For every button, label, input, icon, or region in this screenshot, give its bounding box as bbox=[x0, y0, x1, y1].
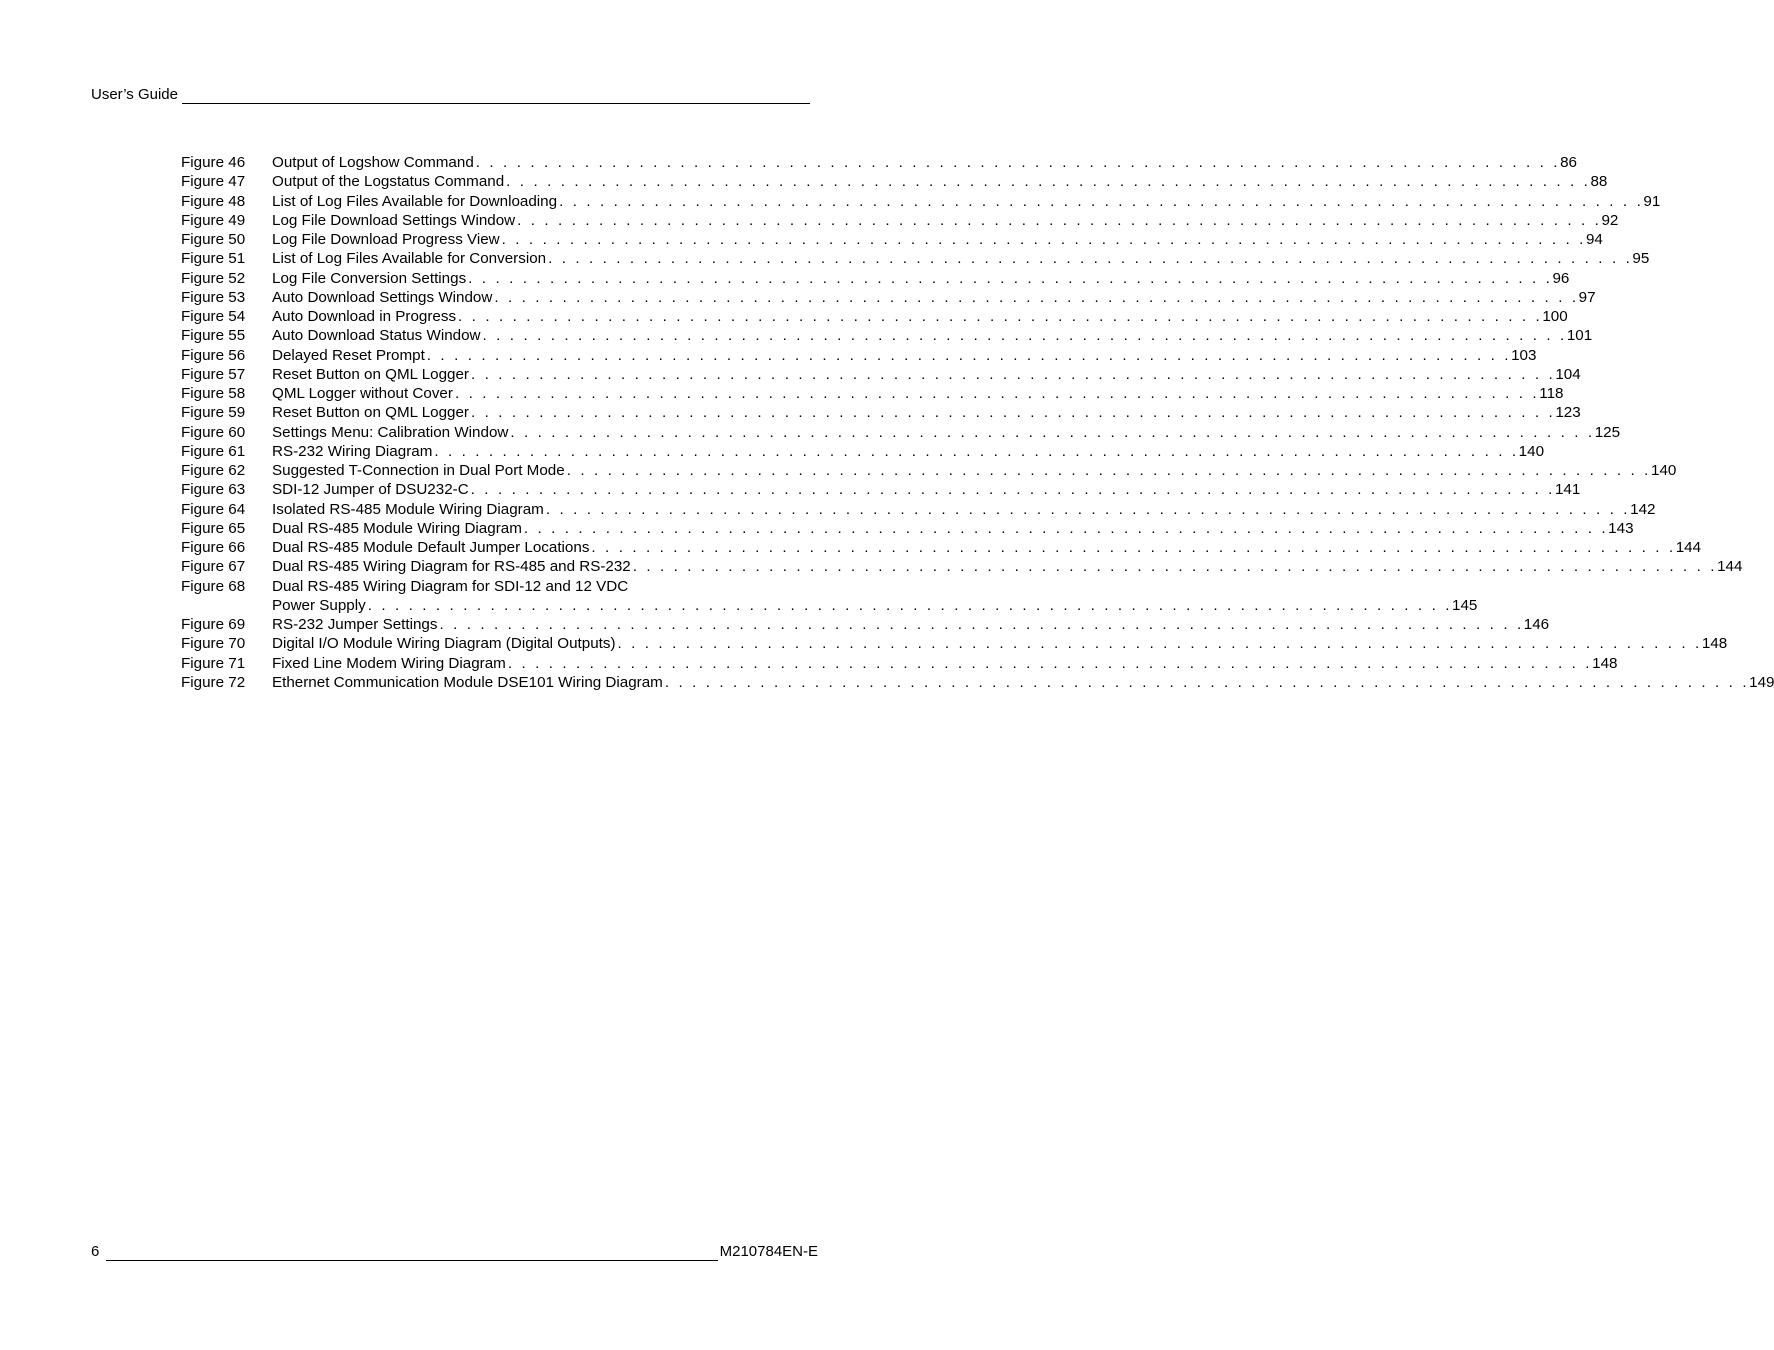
figure-number: Figure 67 bbox=[181, 558, 246, 576]
dot-leader: . . . . . . . . . . . . . . . . . . . . . . . . . . . . . . . . . . . . . . . . . . . . . . . . . . . . . . . . . . . . . . . . . . . . . . . . . . . . . . . . bbox=[434, 442, 1519, 460]
toc-entry[interactable] bbox=[181, 192, 1661, 211]
page-number: 140 bbox=[1518, 442, 1545, 460]
toc-entry[interactable] bbox=[181, 211, 1619, 230]
figure-title: Isolated RS-485 Module Wiring Diagram bbox=[272, 500, 544, 518]
figure-number: Figure 53 bbox=[181, 288, 246, 306]
page-number: 142 bbox=[1630, 500, 1656, 518]
page-number: 95 bbox=[1632, 250, 1650, 268]
page-number: 104 bbox=[1555, 365, 1581, 383]
toc-entry[interactable] bbox=[181, 269, 1570, 288]
figure-title: Dual RS-485 Module Default Jumper Locations bbox=[272, 539, 590, 556]
toc-entry[interactable] bbox=[181, 249, 1650, 268]
figure-number: Figure 57 bbox=[181, 365, 246, 383]
dot-leader: . . . . . . . . . . . . . . . . . . . . . . . . . . . . . . . . . . . . . . . . . . . . . . . . . . . . . . . . . . . . . . . . . . . . . . . . . . . . . . . . bbox=[507, 654, 1593, 672]
figure-number: Figure 66 bbox=[181, 539, 246, 556]
list-of-figures bbox=[181, 153, 1774, 692]
toc-entry[interactable] bbox=[181, 461, 1677, 480]
toc-entry[interactable] bbox=[181, 384, 1564, 403]
figure-number: Figure 56 bbox=[181, 346, 246, 364]
toc-entry[interactable] bbox=[181, 500, 1656, 519]
toc-entry[interactable] bbox=[181, 403, 1581, 422]
toc-entry[interactable] bbox=[181, 365, 1581, 384]
figure-number: Figure 65 bbox=[181, 519, 246, 537]
figure-number: Figure 48 bbox=[181, 192, 246, 210]
figure-title: Log File Conversion Settings bbox=[272, 269, 467, 287]
dot-leader: . . . . . . . . . . . . . . . . . . . . . . . . . . . . . . . . . . . . . . . . . . . . . . . . . . . . . . . . . . . . . . . . . . . . . . . . . . . . . . . . bbox=[439, 616, 1524, 633]
toc-entry[interactable] bbox=[181, 654, 1618, 673]
figure-title: Fixed Line Modem Wiring Diagram bbox=[272, 654, 506, 672]
figure-number: Figure 58 bbox=[181, 385, 246, 402]
toc-entry[interactable] bbox=[181, 634, 1728, 653]
toc-entry[interactable] bbox=[181, 615, 1550, 634]
toc-entry[interactable] bbox=[181, 346, 1537, 365]
dot-leader: . . . . . . . . . . . . . . . . . . . . . . . . . . . . . . . . . . . . . . . . . . . . . . . . . . . . . . . . . . . . . . . . . . . . . . . . . . . . . . . . bbox=[468, 269, 1553, 287]
figure-title: Settings Menu: Calibration Window bbox=[272, 423, 509, 441]
figure-title-line1: Dual RS-485 Wiring Diagram for SDI-12 and 12 VDC bbox=[272, 577, 629, 595]
dot-leader: . . . . . . . . . . . . . . . . . . . . . . . . . . . . . . . . . . . . . . . . . . . . . . . . . . . . . . . . . . . . . . . . . . . . . . . . . . . . . . . . bbox=[566, 462, 1651, 479]
page-number: 92 bbox=[1601, 211, 1619, 229]
dot-leader: . . . . . . . . . . . . . . . . . . . . . . . . . . . . . . . . . . . . . . . . . . . . . . . . . . . . . . . . . . . . . . . . . . . . . . . . . . . . . . . . bbox=[510, 423, 1595, 441]
dot-leader: . . . . . . . . . . . . . . . . . . . . . . . . . . . . . . . . . . . . . . . . . . . . . . . . . . . . . . . . . . . . . . . . . . . . . . . . . . . . . . . . bbox=[591, 539, 1676, 556]
page-number: 125 bbox=[1594, 423, 1621, 441]
figure-title: Delayed Reset Prompt bbox=[272, 346, 425, 364]
footer-rule bbox=[106, 1246, 717, 1261]
toc-entry[interactable] bbox=[181, 442, 1545, 461]
page-number: 143 bbox=[1608, 519, 1634, 537]
dot-leader: . . . . . . . . . . . . . . . . . . . . . . . . . . . . . . . . . . . . . . . . . . . . . . . . . . . . . . . . . . . . . . . . . . . . . . . . . . . . . . . . bbox=[494, 288, 1579, 306]
figure-number: Figure 51 bbox=[181, 250, 246, 268]
figure-number: Figure 52 bbox=[181, 269, 246, 287]
header-rule bbox=[182, 89, 810, 104]
figure-title: Output of the Logstatus Command bbox=[272, 173, 505, 191]
page-number: 118 bbox=[1539, 385, 1564, 402]
dot-leader: . . . . . . . . . . . . . . . . . . . . . . . . . . . . . . . . . . . . . . . . . . . . . . . . . . . . . . . . . . . . . . . . . . . . . . . . . . . . . . . . bbox=[548, 250, 1633, 268]
figure-title: Suggested T-Connection in Dual Port Mode bbox=[272, 462, 565, 479]
figure-title: Dual RS-485 Module Wiring Diagram bbox=[272, 519, 522, 537]
dot-leader: . . . . . . . . . . . . . . . . . . . . . . . . . . . . . . . . . . . . . . . . . . . . . . . . . . . . . . . . . . . . . . . . . . . . . . . . . . . . . . . . bbox=[454, 385, 1540, 402]
figure-title: Dual RS-485 Wiring Diagram for RS-485 and RS-232 bbox=[272, 558, 631, 576]
dot-leader: . . . . . . . . . . . . . . . . . . . . . . . . . . . . . . . . . . . . . . . . . . . . . . . . . . . . . . . . . . . . . . . . . . . . . . . . . . . . . . . . bbox=[475, 154, 1561, 171]
figure-number: Figure 55 bbox=[181, 327, 246, 345]
figure-number: Figure 59 bbox=[181, 404, 246, 422]
dot-leader: . . . . . . . . . . . . . . . . . . . . . . . . . . . . . . . . . . . . . . . . . . . . . . . . . . . . . . . . . . . . . . . . . . . . . . . . . . . . . . . . bbox=[632, 558, 1718, 576]
figure-title: QML Logger without Cover bbox=[272, 385, 453, 402]
page-number: 148 bbox=[1592, 654, 1618, 672]
page-number: 86 bbox=[1560, 154, 1577, 171]
page-number: 144 bbox=[1675, 539, 1702, 556]
page-number: 91 bbox=[1643, 192, 1661, 210]
figure-title: Auto Download in Progress bbox=[272, 308, 457, 325]
toc-entry[interactable] bbox=[181, 480, 1581, 499]
figure-title: Output of Logshow Command bbox=[272, 154, 474, 171]
page-number: 149 bbox=[1749, 673, 1774, 691]
figure-number: Figure 61 bbox=[181, 442, 246, 460]
page-number: 100 bbox=[1542, 308, 1568, 325]
dot-leader: . . . . . . . . . . . . . . . . . . . . . . . . . . . . . . . . . . . . . . . . . . . . . . . . . . . . . . . . . . . . . . . . . . . . . . . . . . . . . . . . bbox=[664, 673, 1750, 691]
figure-number: Figure 71 bbox=[181, 654, 246, 672]
toc-entry[interactable] bbox=[181, 153, 1577, 172]
figure-title: Log File Download Progress View bbox=[272, 231, 500, 248]
page-number: 88 bbox=[1590, 173, 1608, 191]
toc-entry[interactable] bbox=[181, 288, 1596, 307]
figure-title: Ethernet Communication Module DSE101 Wiring Diagram bbox=[272, 673, 663, 691]
dot-leader: . . . . . . . . . . . . . . . . . . . . . . . . . . . . . . . . . . . . . . . . . . . . . . . . . . . . . . . . . . . . . . . . . . . . . . . . . . . . . . . . bbox=[523, 519, 1609, 537]
figure-number: Figure 72 bbox=[181, 673, 246, 691]
dot-leader: . . . . . . . . . . . . . . . . . . . . . . . . . . . . . . . . . . . . . . . . . . . . . . . . . . . . . . . . . . . . . . . . . . . . . . . . . . . . . . . . bbox=[482, 327, 1567, 345]
dot-leader: . . . . . . . . . . . . . . . . . . . . . . . . . . . . . . . . . . . . . . . . . . . . . . . . . . . . . . . . . . . . . . . . . . . . . . . . . . . . . . . . bbox=[471, 365, 1556, 383]
page-number: 146 bbox=[1523, 616, 1550, 633]
page-number: 148 bbox=[1701, 635, 1728, 653]
figure-title: Auto Download Settings Window bbox=[272, 288, 493, 306]
figure-number: Figure 54 bbox=[181, 308, 246, 325]
figure-number: Figure 63 bbox=[181, 481, 246, 499]
figure-number: Figure 68 bbox=[181, 577, 246, 595]
figure-number: Figure 49 bbox=[181, 211, 246, 229]
footer-doc-code: M210784EN-E bbox=[719, 1243, 818, 1260]
page-number: 97 bbox=[1578, 288, 1596, 306]
dot-leader: . . . . . . . . . . . . . . . . . . . . . . . . . . . . . . . . . . . . . . . . . . . . . . . . . . . . . . . . . . . . . . . . . . . . . . . . . . . . . . . . bbox=[517, 211, 1602, 229]
page-number: 94 bbox=[1585, 231, 1603, 248]
dot-leader: . . . . . . . . . . . . . . . . . . . . . . . . . . . . . . . . . . . . . . . . . . . . . . . . . . . . . . . . . . . . . . . . . . . . . . . . . . . . . . . . bbox=[501, 231, 1586, 248]
page-number: 123 bbox=[1555, 404, 1581, 422]
figure-title: Auto Download Status Window bbox=[272, 327, 481, 345]
page-number: 140 bbox=[1651, 462, 1677, 479]
figure-title: Digital I/O Module Wiring Diagram (Digital Outputs) bbox=[272, 635, 616, 653]
figure-title: Log File Download Settings Window bbox=[272, 211, 516, 229]
dot-leader: . . . . . . . . . . . . . . . . . . . . . . . . . . . . . . . . . . . . . . . . . . . . . . . . . . . . . . . . . . . . . . . . . . . . . . . . . . . . . . . . bbox=[367, 596, 1453, 614]
page-number: 101 bbox=[1566, 327, 1593, 345]
figure-number: Figure 50 bbox=[181, 231, 246, 248]
toc-entry[interactable] bbox=[181, 557, 1743, 576]
figure-title: RS-232 Jumper Settings bbox=[272, 616, 438, 633]
page-number: 141 bbox=[1554, 481, 1581, 499]
toc-entry[interactable] bbox=[181, 172, 1608, 191]
dot-leader: . . . . . . . . . . . . . . . . . . . . . . . . . . . . . . . . . . . . . . . . . . . . . . . . . . . . . . . . . . . . . . . . . . . . . . . . . . . . . . . . bbox=[617, 635, 1702, 653]
figure-number: Figure 62 bbox=[181, 462, 246, 479]
page-header bbox=[91, 86, 810, 104]
dot-leader: . . . . . . . . . . . . . . . . . . . . . . . . . . . . . . . . . . . . . . . . . . . . . . . . . . . . . . . . . . . . . . . . . . . . . . . . . . . . . . . . bbox=[545, 500, 1631, 518]
toc-entry[interactable] bbox=[181, 423, 1621, 442]
figure-title: Power Supply bbox=[272, 596, 366, 614]
header-title: User’s Guide bbox=[91, 86, 178, 103]
dot-leader: . . . . . . . . . . . . . . . . . . . . . . . . . . . . . . . . . . . . . . . . . . . . . . . . . . . . . . . . . . . . . . . . . . . . . . . . . . . . . . . . bbox=[471, 404, 1556, 422]
toc-entry[interactable] bbox=[181, 326, 1593, 345]
page-number: 103 bbox=[1511, 346, 1537, 364]
toc-entry[interactable] bbox=[181, 577, 1478, 616]
figure-title: SDI-12 Jumper of DSU232-C bbox=[272, 481, 469, 499]
dot-leader: . . . . . . . . . . . . . . . . . . . . . . . . . . . . . . . . . . . . . . . . . . . . . . . . . . . . . . . . . . . . . . . . . . . . . . . . . . . . . . . . bbox=[559, 192, 1644, 210]
figure-title: RS-232 Wiring Diagram bbox=[272, 442, 433, 460]
figure-number: Figure 64 bbox=[181, 500, 246, 518]
figure-title: Reset Button on QML Logger bbox=[272, 365, 469, 383]
toc-entry[interactable] bbox=[181, 230, 1603, 249]
figure-number: Figure 46 bbox=[181, 154, 246, 171]
toc-entry[interactable] bbox=[181, 673, 1774, 692]
footer-page-number: 6 bbox=[91, 1243, 100, 1260]
page-number: 144 bbox=[1717, 558, 1743, 576]
dot-leader: . . . . . . . . . . . . . . . . . . . . . . . . . . . . . . . . . . . . . . . . . . . . . . . . . . . . . . . . . . . . . . . . . . . . . . . . . . . . . . . . bbox=[458, 308, 1543, 325]
page-number: 145 bbox=[1452, 596, 1478, 614]
toc-entry[interactable] bbox=[181, 538, 1702, 557]
figure-number: Figure 70 bbox=[181, 635, 246, 653]
dot-leader: . . . . . . . . . . . . . . . . . . . . . . . . . . . . . . . . . . . . . . . . . . . . . . . . . . . . . . . . . . . . . . . . . . . . . . . . . . . . . . . . bbox=[426, 346, 1512, 364]
toc-entry[interactable] bbox=[181, 519, 1634, 538]
figure-title: List of Log Files Available for Conversion bbox=[272, 250, 547, 268]
dot-leader: . . . . . . . . . . . . . . . . . . . . . . . . . . . . . . . . . . . . . . . . . . . . . . . . . . . . . . . . . . . . . . . . . . . . . . . . . . . . . . . . bbox=[470, 481, 1555, 499]
figure-title: Reset Button on QML Logger bbox=[272, 404, 469, 422]
figure-title: List of Log Files Available for Downloading bbox=[272, 192, 558, 210]
figure-number: Figure 47 bbox=[181, 173, 246, 191]
page-number: 96 bbox=[1552, 269, 1570, 287]
page-footer bbox=[91, 1243, 818, 1261]
figure-number: Figure 60 bbox=[181, 423, 246, 441]
toc-entry[interactable] bbox=[181, 307, 1568, 326]
figure-number: Figure 69 bbox=[181, 616, 246, 633]
dot-leader: . . . . . . . . . . . . . . . . . . . . . . . . . . . . . . . . . . . . . . . . . . . . . . . . . . . . . . . . . . . . . . . . . . . . . . . . . . . . . . . . bbox=[506, 173, 1591, 191]
